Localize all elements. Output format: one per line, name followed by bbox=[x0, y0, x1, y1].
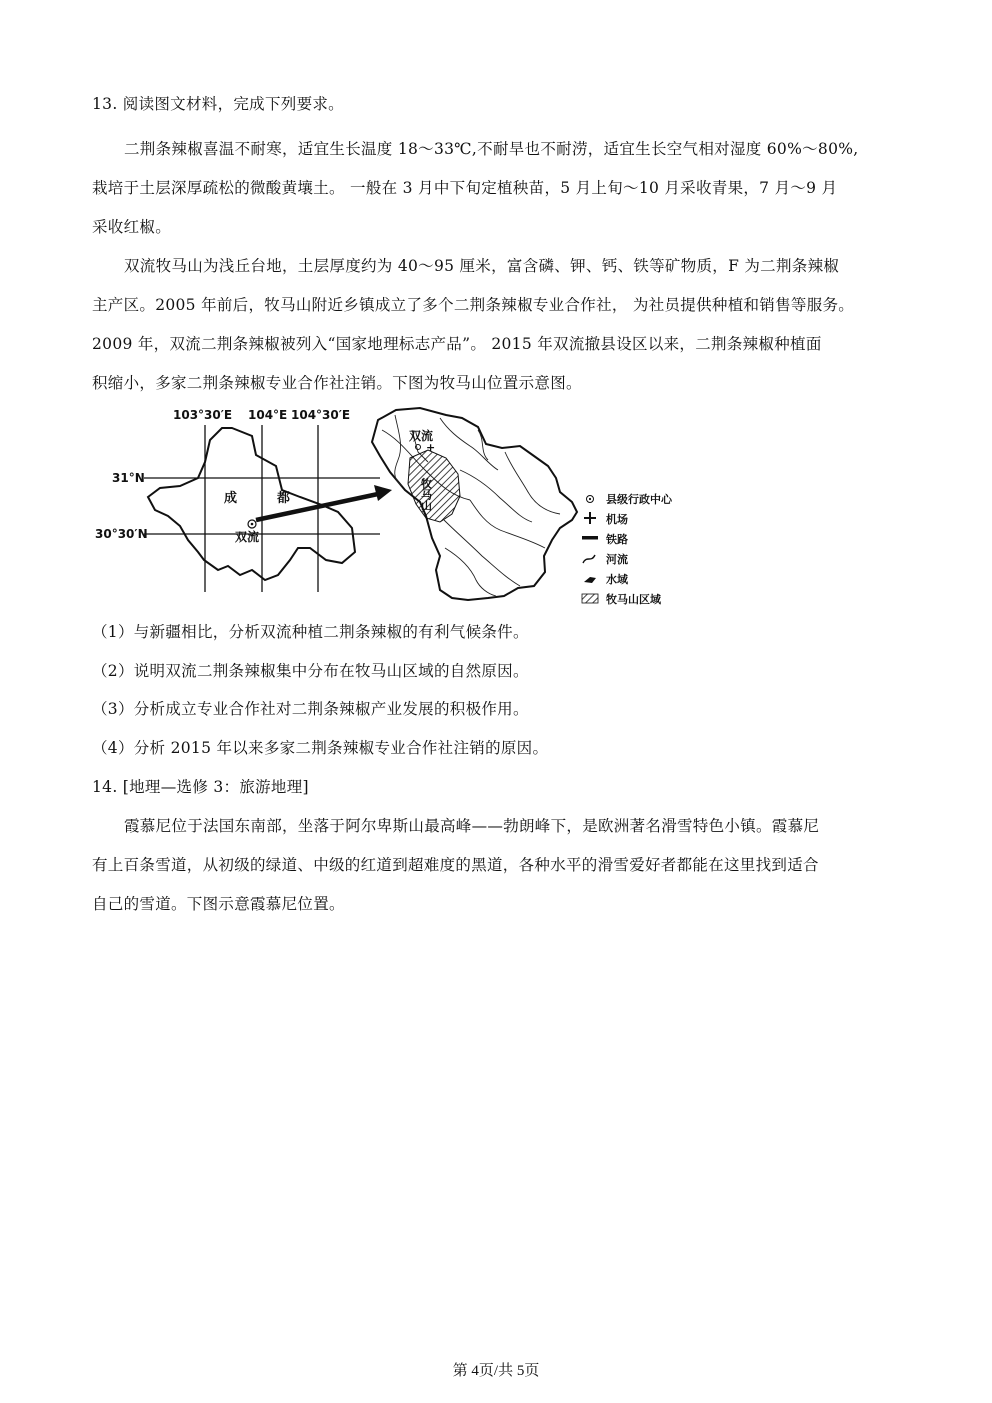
inset-area-label: 牧马山 bbox=[419, 478, 433, 511]
q14-p1-line-3: 自己的雪道。下图示意霞慕尼位置。 bbox=[92, 895, 345, 913]
airport-icon bbox=[584, 512, 596, 524]
region-char: 成 bbox=[224, 491, 238, 506]
mumashan-area bbox=[408, 450, 460, 522]
q13-sub-1: （1）与新疆相比，分析双流种植二荆条辣椒的有利气候条件。 bbox=[92, 623, 529, 641]
lon-label: 104°30′E bbox=[291, 408, 351, 422]
hatch-area-icon bbox=[582, 594, 598, 603]
lat-label: 30°30′N bbox=[95, 527, 148, 541]
q13-sub-2: （2）说明双流二荆条辣椒集中分布在牧马山区域的自然原因。 bbox=[92, 662, 529, 680]
q14-p1-line-2: 有上百条雪道，从初级的绿道、中级的红道到超难度的黑道，各种水平的滑雪爱好者都能在这里找到适合 bbox=[92, 856, 819, 874]
svg-text:+: + bbox=[426, 441, 436, 454]
q13-sub-3: （3）分析成立专业合作社对二荆条辣椒产业发展的积极作用。 bbox=[92, 700, 529, 718]
page-footer: 第 4页/共 5页 bbox=[452, 1363, 540, 1379]
railway-icon bbox=[582, 536, 598, 540]
arrow bbox=[256, 494, 378, 520]
q13-p1-line-3: 采收红椒。 bbox=[92, 218, 172, 236]
county-label: 双流 bbox=[235, 530, 260, 544]
q14-p1-line-1: 霞慕尼位于法国东南部，坐落于阿尔卑斯山最高峰——勃朗峰下，是欧洲著名滑雪特色小镇。霞慕尼 bbox=[124, 817, 820, 835]
q13-sub-4: （4）分析 2015 年以来多家二荆条辣椒专业合作社注销的原因。 bbox=[92, 739, 549, 757]
q14-heading: 14. [地理—选修 3：旅游地理] bbox=[92, 778, 309, 796]
legend-label: 县级行政中心 bbox=[606, 493, 672, 506]
legend-label: 机场 bbox=[606, 513, 628, 526]
q13-p1-line-2: 栽培于土层深厚疏松的微酸黄壤土。 一般在 3 月中下旬定植秧苗，5 月上旬～10 月采收青果，7 月～9 月 bbox=[92, 179, 838, 197]
q13-p2-line-3: 2009 年，双流二荆条辣椒被列入“国家地理标志产品”。 2015 年双流撤县设区以来，二荆条辣椒种植面 bbox=[92, 335, 822, 353]
inset-county-label: 双流 bbox=[409, 429, 434, 443]
legend-label: 河流 bbox=[606, 553, 628, 566]
q13-p1-line-1: 二荆条辣椒喜温不耐寒，适宜生长温度 18～33℃,不耐旱也不耐涝，适宜生长空气相对湿度 60%～80%, bbox=[124, 140, 859, 158]
inset-outline bbox=[372, 408, 577, 600]
legend-label: 牧马山区域 bbox=[606, 593, 661, 606]
legend-label: 铁路 bbox=[606, 533, 628, 546]
q13-heading: 13. 阅读图文材料，完成下列要求。 bbox=[92, 95, 344, 113]
region-char: 都 bbox=[277, 491, 291, 506]
mumashan-location-map bbox=[0, 0, 992, 620]
river-icon bbox=[583, 555, 595, 563]
q13-p2-line-4: 积缩小，多家二荆条辣椒专业合作社注销。下图为牧马山位置示意图。 bbox=[92, 374, 582, 392]
lon-label: 104°E bbox=[248, 408, 288, 422]
arrow-head bbox=[374, 485, 392, 501]
q13-p2-line-2: 主产区。2005 年前后，牧马山附近乡镇成立了多个二荆条辣椒专业合作社， 为社员提供种植和销售等服务。 bbox=[92, 296, 855, 314]
lon-label: 103°30′E bbox=[173, 408, 233, 422]
lat-label: 31°N bbox=[112, 471, 145, 485]
map-legend bbox=[582, 492, 673, 606]
q13-p2-line-1: 双流牧马山为浅丘台地，土层厚度约为 40～95 厘米，富含磷、钾、钙、铁等矿物质，F 为二荆条辣椒 bbox=[124, 257, 840, 275]
water-area-icon bbox=[584, 577, 596, 583]
legend-label: 水域 bbox=[606, 573, 628, 586]
